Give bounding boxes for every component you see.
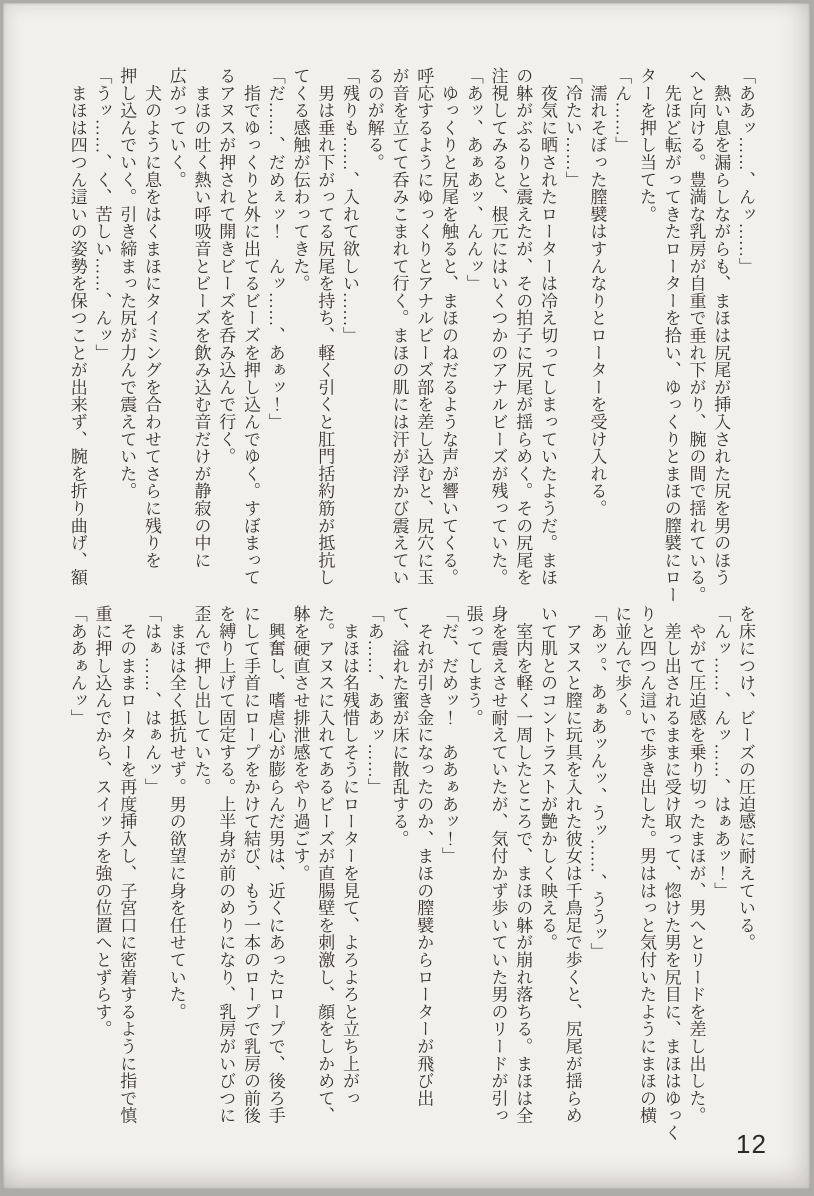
text-line: そのままローターを再度挿入し、子宮口に密着するように指で慎: [117, 605, 137, 1124]
text-line: 「だ、だめッ！ ああぁあッ！」: [439, 605, 458, 865]
text-line: それが引き金になったのか、まほの膣襞からローターが飛び出: [414, 605, 434, 1107]
text-line: 「ん……」: [612, 67, 632, 154]
text-line: 「あッ。、あぁあッんッ、うッ……、ううッ」: [587, 605, 607, 960]
text-line: の躰がぶるりと震えたが、その拍子に尻尾が揺らめく。その尻尾を: [513, 67, 533, 586]
text-line: 歪んで押し出していた。: [191, 605, 211, 796]
text-line: まほは四つん這いの姿勢を保つことが出来ず、腕を折り曲げ、額: [67, 67, 87, 586]
text-line: 「ああッ……、んッ……」: [736, 67, 755, 275]
text-line: 注視してみると、根元にはいくつかのアナルビーズが残っていた。: [488, 67, 508, 586]
text-line: 重に押し込んでから、スイッチを強の位置へとずらす。: [92, 605, 112, 1038]
text-line: 「はぁ……、はぁんッ」: [142, 605, 161, 796]
text-block-top: [63, 67, 757, 604]
text-line: 室内を軽く一周したところで、まほの躰が崩れ落ちる。まほは全: [513, 605, 533, 1124]
text-line: 「残りも……、入れて欲しい……」: [340, 67, 359, 344]
text-line: まほは全く抵抗せず。男の欲望に身を任せていた。: [166, 605, 186, 1021]
text-line: 張ってしまう。: [463, 605, 483, 727]
text-line: が音を立てて呑みこまれて行く。まほの肌には汗が浮かび震えてい: [389, 67, 409, 586]
text-line: に並んで歩く。: [612, 605, 632, 727]
text-line: 熱い息を漏らしながらも、まほは尻尾が挿入された尻を男のほう: [711, 67, 731, 586]
text-line: 指でゆっくりと外に出てるビーズを押し込んでゆく。すぼまって: [241, 67, 260, 586]
page-number: 12: [736, 1129, 767, 1159]
text-line: 先ほど転がってきたローターを拾い、ゆっくりとまほの膣襞にロー: [661, 67, 681, 604]
text-line: 差し出されるままに受け取って、惚けた男を尻目に、まほはゆっく: [661, 605, 681, 1142]
text-line: を床につけ、ビーズの圧迫感に耐えている。: [736, 605, 755, 951]
text-line: た。アヌスに入れてあるビーズが直腸壁を刺激し、顔をしかめて、: [315, 605, 335, 1124]
text-line: を縛り上げて固定する。上半身が前のめりになり、乳房がいびつに: [216, 605, 236, 1124]
text-line: りと四つん這いで歩き出した。男ははっと気付いたようにまほの横: [637, 605, 656, 1124]
text-line: 押し込んでいく。引き締まった尻が力んで震えていた。: [117, 67, 137, 500]
scanned-page: [3, 3, 810, 1189]
text-line: 夜気に晒されたローターは冷え切ってしまっていたようだ。まほ: [538, 67, 557, 586]
text-line: 「冷たい……」: [562, 67, 582, 189]
text-line: 「うッ……、く、苦しい……、んッ」: [92, 67, 112, 362]
text-line: ターを押し当てた。: [637, 67, 656, 223]
text-line: にして手首にロープをかけて結び、もう一本のロープで乳房の前後: [241, 605, 260, 1124]
text-line: まほは名残惜しそうにローターを見て、よろよろと立ち上がっ: [340, 605, 359, 1107]
text-line: 身を震えさせ耐えていたが、気付かず歩いていた男のリードが引っ: [488, 605, 508, 1124]
text-line: 犬のように息をはくまほにタイミングを合わせてさらに残りを: [142, 67, 161, 569]
text-line: 「だ……、だめぇッ！ んッ……、あぁッ！」: [265, 67, 285, 431]
text-line: てくる感触が伝わってきた。: [290, 67, 310, 292]
text-line: 「んッ……、んッ……、はぁあッ！」: [711, 605, 731, 900]
text-line: へと向ける。豊満な乳房が自重で垂れ下がり、腕の間で揺れている。: [686, 67, 706, 604]
text-line: るのが解る。: [364, 67, 384, 171]
text-line: やがて圧迫感を乗り切ったまほが、男へとリードを差し出した。: [686, 605, 706, 1124]
text-line: 呼応するようにゆっくりとアナルビーズ部を差し込むと、尻穴に玉: [414, 67, 434, 586]
text-line: 躰を硬直させ排泄感をやり過ごす。: [290, 605, 310, 882]
text-line: 男は垂れ下がってる尻尾を持ち、軽く引くと肛門括約筋が抵抗し: [315, 67, 335, 586]
text-line: て、溢れた蜜が床に散乱する。: [389, 605, 409, 848]
text-line: 広がっていく。: [166, 67, 186, 189]
text-line: 「あ……、ああッ……」: [364, 605, 384, 796]
text-line: まほの吐く熱い呼吸音とビーズを飲み込む音だけが静寂の中に: [191, 67, 211, 569]
text-block-bottom: [63, 605, 757, 1141]
text-line: るアヌスが押されて開きビーズを呑み込んで行く。: [216, 67, 236, 465]
text-line: 「ああぁんッ」: [67, 605, 87, 727]
text-line: ゆっくりと尻尾を触ると、まほのねだるような声が響いてくる。: [439, 67, 458, 586]
text-line: いて肌とのコントラストが艶かしく映える。: [538, 605, 557, 951]
text-line: アヌスと膣に玩具を入れた彼女は千鳥足で歩くと、尻尾が揺らめ: [562, 605, 582, 1124]
text-line: 興奮し、嗜虐心が膨らんだ男は、近くにあったロープで、後ろ手: [265, 605, 285, 1124]
text-line: 濡れそぼった膣襞はすんなりとローターを受け入れる。: [587, 67, 607, 517]
text-line: 「あッ、あぁあッ、んんッ」: [463, 67, 483, 292]
